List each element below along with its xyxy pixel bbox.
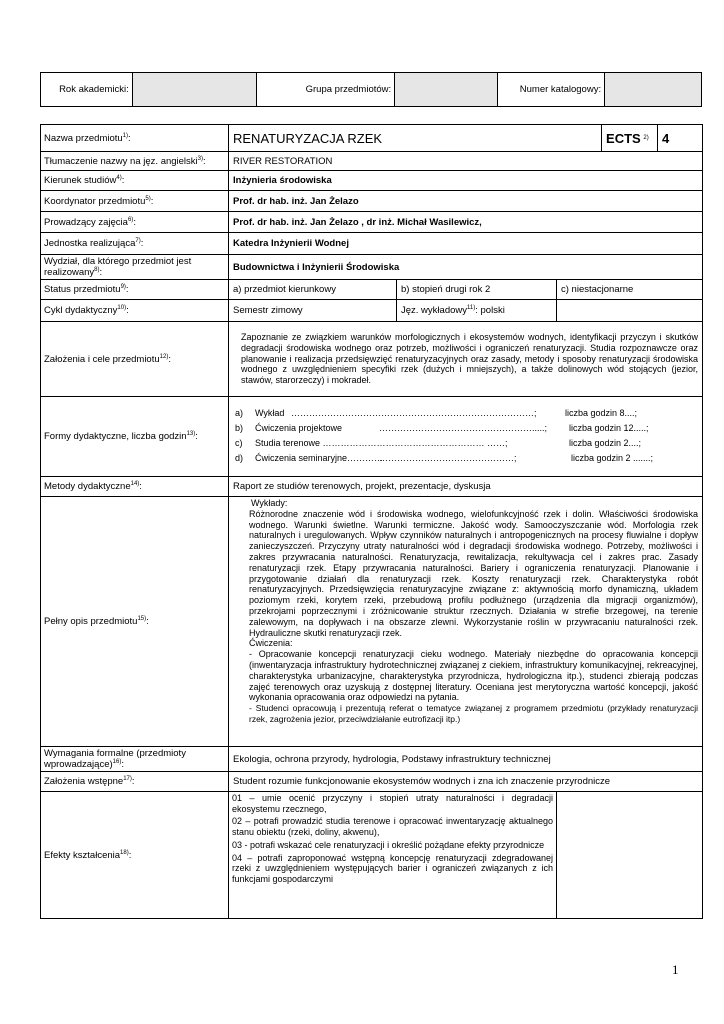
opis-value: Wykłady: Różnorodne znaczenie wód i środowiska wodnego, wielofunkcyjność rzek i dolin. Właściwości środowiska wodnego. Warunki świetlne. Warunki termiczne. Jakość wody. Samooczyszczanie wód. Morfologia rzek naturalnych i uregulowanych. Wpływ czynników naturalnych i antropogenicznych na procesy fluwialne i dopływ zanieczyszczeń. Przyczyny utraty naturalności wód i degradacji środowiska wodnego. Potrzeby, możliwości i zakres przywracania naturalności. Renaturyzacja, rewitalizacja, rekultywacja cel i zakres prac. Zasady renaturyzacji rzek. Etapy przywracania naturalności. Bariery i ograniczenia renaturyzacji. Planowanie i przygotowanie działań dla renaturyzacji rzek. Koszty renaturyzacji rzek. Charakterystyka robót renaturyzacyjnych. Przedsięwzięcia renaturyzacyjne związane z: aktywnością morfo dynamiczną, układem poziomym rzeki, korytem rzeki, przebudową profilu podłużnego (urządzenia dla migracji organizmów), przekrojami poprzecznymi i zróżnicowanie struktur rzecznych. Działania w strefie brzegowej, na terenie zalewowym, na dopływach i na obszarze zlewni. Wykorzystanie roślin w przywracaniu naturalności rzek. Hydrauliczne skutki renaturyzacji rzek. Ćwiczenia: - Opracowanie koncepcji renaturyzacji cieku wodnego. Materiały niezbędne do opracowania koncepcji (inwentaryzacja infrastruktury hydrotechnicznej związanej z ciekiem, infrastruktury komunikacyjnej, rekreacyjnej, charakterystyka urbanizacyjne, charakterystyka przyrodnicza, hydrologiczna itp.), studenci zbierają podczas zajęć terenowych oraz uzyskują z dostępnej literatury. Oceniana jest merytoryczna wartość koncepcji, jakość wykonania opracowania oraz odpowiedzi na pytania. - Studenci opracowują i prezentują referat o tematyce związanej z programem przedmiotu (przykłady renaturyzacji rzek, zagrożenia jezior, przeciwdziałanie eutrofizacji itp.) (229, 497, 703, 747)
zalozenia-wstepne-label: Założenia wstępne$^{17)}$: (41, 772, 229, 792)
cykl-label: Cykl dydaktyczny$^{10)}$: (41, 300, 229, 322)
empty-cell (557, 300, 703, 322)
wydzial-value: Budownictwa i Inżynierii Środowiska (229, 255, 703, 280)
page-number: 1 (672, 962, 679, 977)
koordynator-label: Koordynator przedmiotu$^{5)}$: (41, 191, 229, 212)
wymagania-label: Wymagania formalne (przedmioty wprowadzające)$^{16)}$: (41, 747, 229, 772)
efekt-04: 04 – potrafi zaproponować wstępną koncepcję renaturyzacji zdegradowanej rzeki z uwzględnieniem występujących barier i ograniczeń związanych z ich funkcjami gospodarczymi (232, 852, 553, 884)
efekty-label: Efekty kształcenia$^{18)}$: (41, 792, 229, 919)
efekty-list (229, 792, 557, 919)
prowadzacy-value: Prof. dr hab. inż. Jan Żelazo , dr inż. Michał Wasilewicz, (229, 212, 703, 233)
opis-label: Pełny opis przedmiotu$^{15)}$: (41, 497, 229, 747)
ects-label: ECTS $^{2)}$ (602, 125, 658, 152)
form-row-d: d) Ćwiczenia seminaryjne………… ………………………………………; liczba godzin 2 .......; (235, 452, 654, 463)
tlumaczenie-value: RIVER RESTORATION (229, 152, 703, 171)
status-label: Status przedmiotu$^{9)}$: (41, 280, 229, 300)
ects-value: 4 (658, 125, 703, 152)
rok-akademicki-label: Rok akademicki: (41, 73, 133, 107)
efekt-01: 01 – umie ocenić przyczyny i stopień utraty naturalności i degradacji ekosystemu rzecznego, (232, 793, 553, 814)
grupa-przedmiotow-label: Grupa przedmiotów: (256, 73, 394, 107)
kierunek-value: Inżynieria środowiska (229, 171, 703, 191)
form-row-b: b) Ćwiczenia projektowe …………………………………………….....; liczba godzin 12.....; (235, 422, 649, 433)
koordynator-value: Prof. dr hab. inż. Jan Żelazo (229, 191, 703, 212)
form-row-c: c) Studia terenowe ……………………………………………… ……; liczba godzin 2....; (235, 437, 642, 448)
tlumaczenie-label: Tłumaczenie nazwy na jęz. angielski$^{3)}$: (41, 152, 229, 171)
prowadzacy-label: Prowadzący zajęcia$^{6)}$: (41, 212, 229, 233)
nazwa-value: RENATURYZACJA RZEK (229, 125, 602, 152)
zalozenia-value: Zapoznanie ze związkiem warunków morfologicznych i ekosystemów wodnych, identyfikacji przyczyn i skutków degradacji środowiska wodnego oraz potrzeb, możliwości i ograniczeń renaturyzacji. Studia rozpoznawcze oraz planowanie i realizacja przedsięwzięć renaturyzacyjnych oraz zasady, metody i sposoby renaturyzacji środowiska wodnego z uwzględnieniem specyfiki rzek (dużych i mniejszych), a także dolinowych wód stojących (jezior, stawów, starorzeczy) i mokradeł. (229, 322, 703, 397)
wydzial-label: Wydział, dla którego przedmiot jest realizowany$^{8)}$: (41, 255, 229, 280)
jednostka-label: Jednostka realizująca$^{7)}$: (41, 233, 229, 255)
wymagania-value: Ekologia, ochrona przyrody, hydrologia, Podstawy infrastruktury technicznej (229, 747, 703, 772)
status-c: c) niestacjonarne (557, 280, 703, 300)
kierunek-label: Kierunek studiów$^{4)}$: (41, 171, 229, 191)
formy-label: Formy dydaktyczne, liczba godzin$^{13)}$: (41, 397, 229, 477)
numer-katalogowy-label: Numer katalogowy: (497, 73, 604, 107)
zalozenia-label: Założenia i cele przedmiotu$^{12)}$: (41, 322, 229, 397)
metody-value: Raport ze studiów terenowych, projekt, prezentacje, dyskusja (229, 477, 703, 497)
numer-katalogowy-field[interactable] (605, 73, 702, 107)
catalog-header-table (40, 72, 702, 107)
metody-label: Metody dydaktyczne$^{14)}$: (41, 477, 229, 497)
form-row-a: a) Wykład ………………………………………………………………………; liczba godzin 8....; (235, 407, 638, 418)
rok-akademicki-field[interactable] (132, 73, 256, 107)
nazwa-label: Nazwa przedmiotu$^{1)}$: (41, 125, 229, 152)
course-description-table (40, 124, 703, 919)
efekty-empty-cell (557, 792, 703, 919)
jezyk-cell: Jęz. wykładowy$^{11)}$: polski (397, 300, 557, 322)
grupa-przedmiotow-field[interactable] (395, 73, 498, 107)
zalozenia-wstepne-value: Student rozumie funkcjonowanie ekosystemów wodnych i zna ich znaczenie przyrodnicze (229, 772, 703, 792)
efekt-02: 02 – potrafi prowadzić studia terenowe i opracować inwentaryzację aktualnego stanu obiektu (rzeki, doliny, akwenu), (232, 816, 553, 838)
formy-list (229, 397, 703, 477)
jednostka-value: Katedra Inżynierii Wodnej (229, 233, 703, 255)
efekt-03: 03 - potrafi wskazać cele renaturyzacji i określić pożądane efekty przyrodnicze (232, 839, 545, 850)
status-a: a) przedmiot kierunkowy (229, 280, 397, 300)
status-b: b) stopień drugi rok 2 (397, 280, 557, 300)
cykl-value: Semestr zimowy (229, 300, 397, 322)
